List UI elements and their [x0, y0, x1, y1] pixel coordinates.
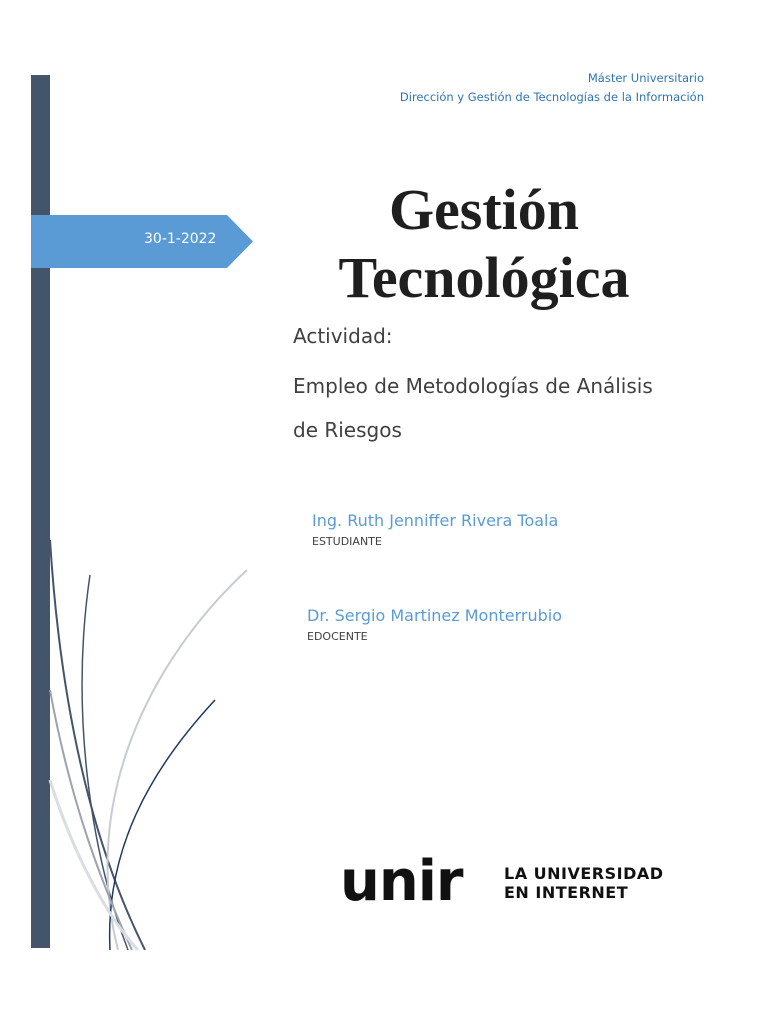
logo-tagline-line-2: EN INTERNET: [504, 883, 629, 902]
logo-tagline-line-1: LA UNIVERSIDAD: [504, 864, 664, 883]
date-label: 30-1-2022: [144, 231, 217, 247]
activity-label: Actividad:: [293, 324, 393, 348]
activity-text-line-1: Empleo de Metodologías de Análisis: [293, 374, 653, 398]
document-title: [300, 176, 668, 312]
header-line-1: Máster Universitario: [587, 71, 704, 85]
header-line-2: Dirección y Gestión de Tecnologías de la Información: [399, 90, 704, 104]
student-name: Ing. Ruth Jenniffer Rivera Toala: [312, 511, 559, 530]
teacher-role: EDOCENTE: [307, 630, 368, 643]
teacher-block: [307, 605, 562, 645]
activity-text-line-2: de Riesgos: [293, 418, 402, 442]
page-header: [400, 69, 704, 107]
teacher-name: Dr. Sergio Martinez Monterrubio: [307, 606, 563, 625]
logo-mark: unir: [340, 849, 463, 914]
title-line-1: Gestión: [388, 177, 580, 242]
decorative-curves: [0, 540, 260, 950]
activity-section: [293, 314, 733, 452]
unir-logo: [340, 850, 680, 915]
logo-tagline: [504, 864, 664, 902]
student-role: ESTUDIANTE: [312, 535, 382, 548]
title-line-2: Tecnológica: [338, 245, 630, 310]
student-block: [312, 510, 558, 550]
date-tab: [31, 215, 253, 268]
